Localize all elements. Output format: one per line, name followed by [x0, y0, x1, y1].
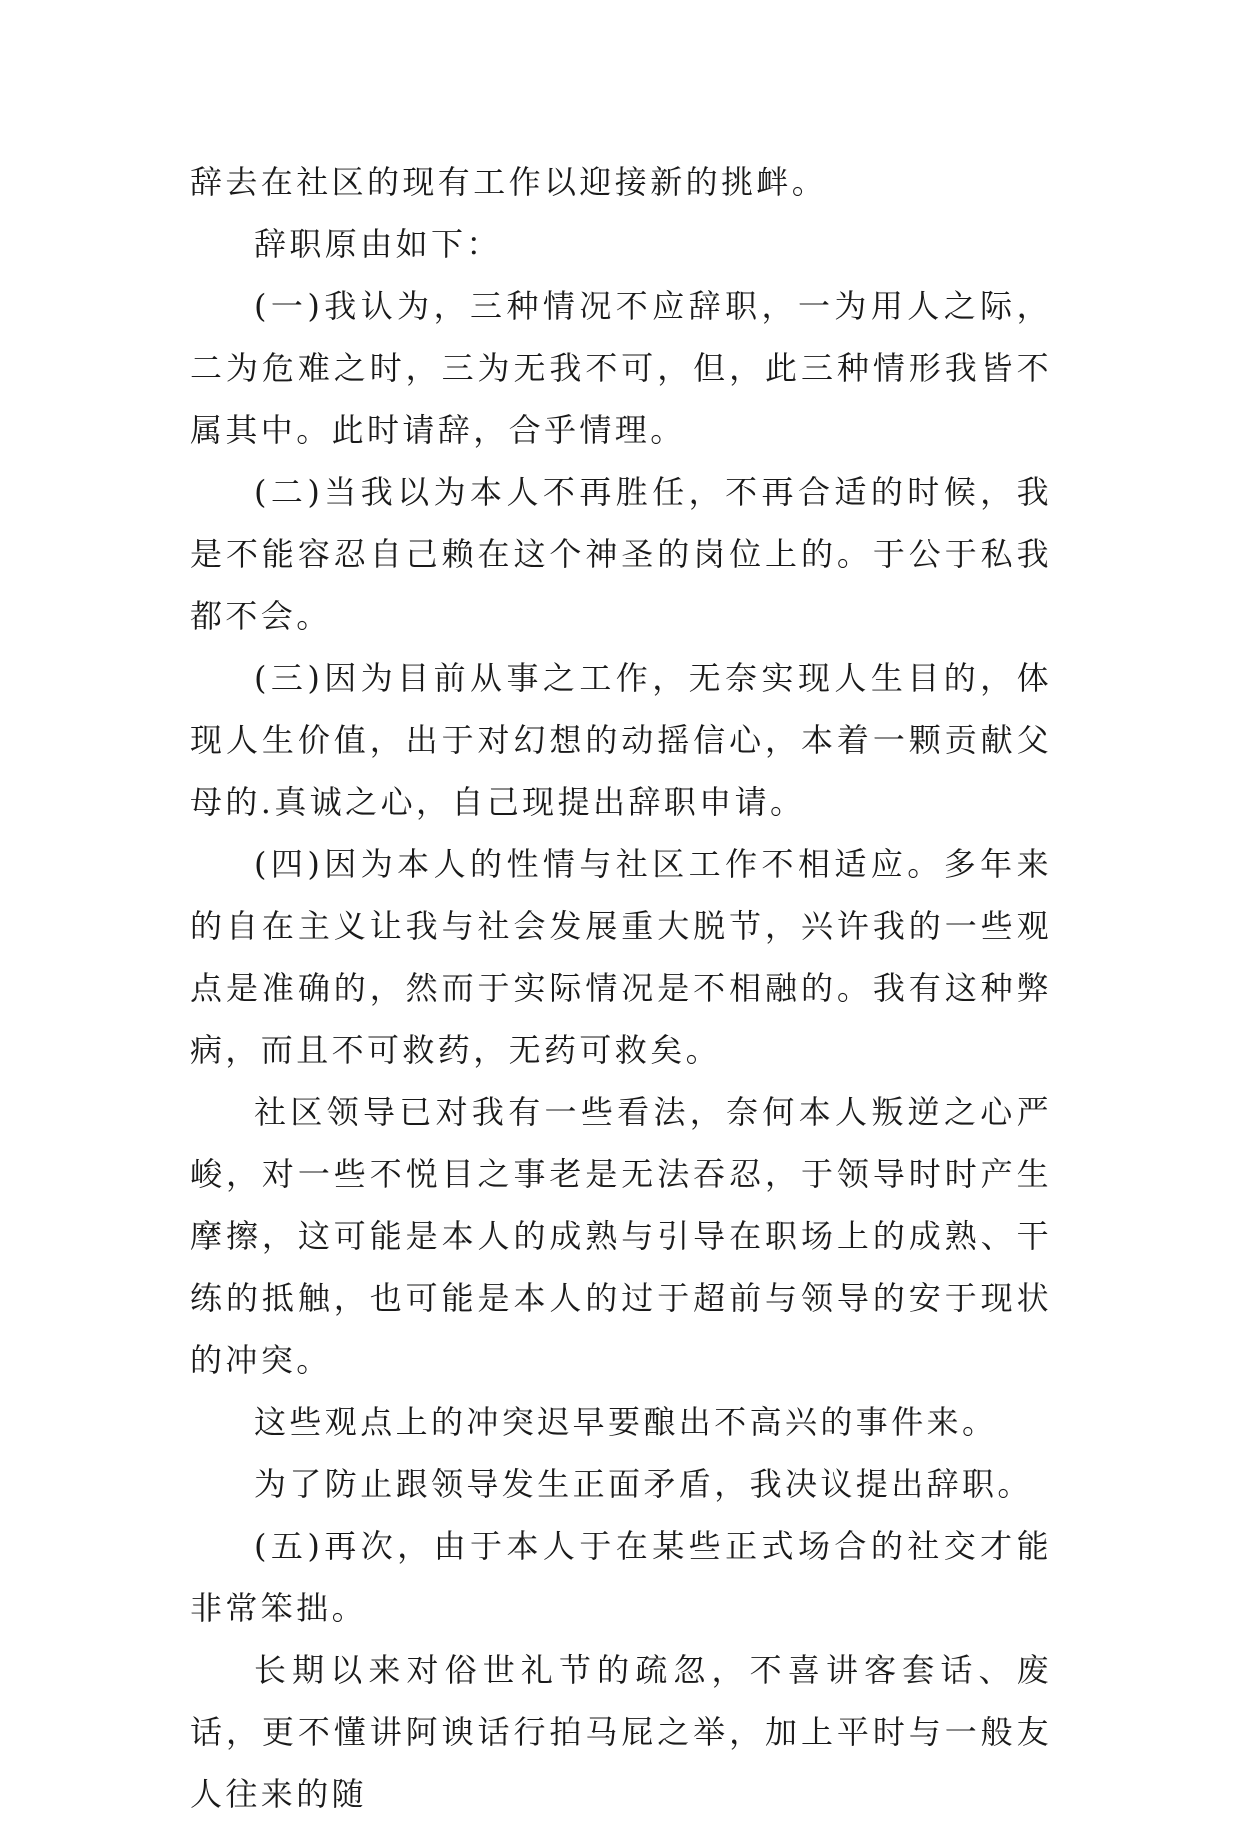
- paragraph-1: 辞去在社区的现有工作以迎接新的挑衅。: [190, 163, 828, 201]
- paragraph-6: (四)因为本人的性情与社区工作不相适应。多年来的自在主义让我与社会发展重大脱节，兴许我的一些观点是准确的，然而于实际情况是不相融的。我有这种弊病，而且不可救药，无药可救矣。: [190, 845, 1052, 1069]
- paragraph-2: 辞职原由如下：: [254, 225, 502, 263]
- paragraph-9: 为了防止跟领导发生正面矛盾，我决议提出辞职。: [254, 1465, 1033, 1503]
- paragraph-4: (二)当我以为本人不再胜任，不再合适的时候，我是不能容忍自己赖在这个神圣的岗位上的。于公于私我都不会。: [190, 473, 1052, 635]
- paragraph-7: 社区领导已对我有一些看法，奈何本人叛逆之心严峻，对一些不悦目之事老是无法吞忍，于领导时时产生摩擦，这可能是本人的成熟与引导在职场上的成熟、干练的抵触，也可能是本人的过于超前与领导的安于现状的冲突。: [190, 1093, 1052, 1379]
- paragraph-3: (一)我认为，三种情况不应辞职，一为用人之际，二为危难之时，三为无我不可，但，此三种情形我皆不属其中。此时请辞，合乎情理。: [190, 287, 1052, 449]
- paragraph-8: 这些观点上的冲突迟早要酿出不高兴的事件来。: [254, 1403, 998, 1441]
- paragraph-10: (五)再次，由于本人于在某些正式场合的社交才能非常笨拙。: [190, 1527, 1052, 1627]
- paragraph-5: (三)因为目前从事之工作，无奈实现人生目的，体现人生价值，出于对幻想的动摇信心，本着一颗贡献父母的.真诚之心，自己现提出辞职申请。: [190, 659, 1052, 821]
- document-body: [190, 151, 1052, 1825]
- paragraph-11: 长期以来对俗世礼节的疏忽，不喜讲客套话、废话，更不懂讲阿谀话行拍马屁之举，加上平时与一般友人往来的随: [190, 1651, 1052, 1813]
